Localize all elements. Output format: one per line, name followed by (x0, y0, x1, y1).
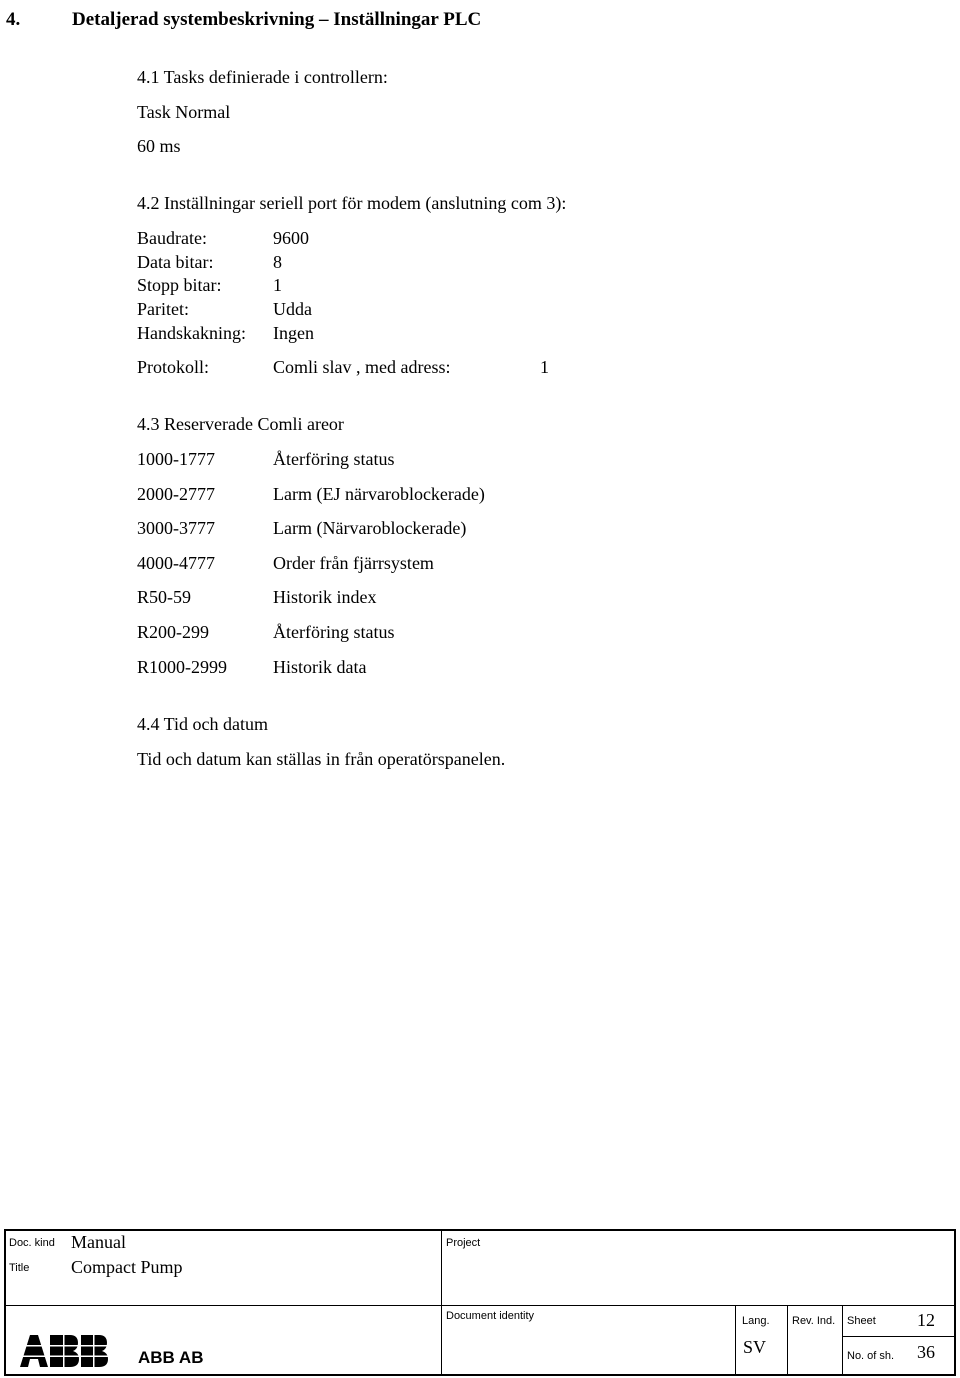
setting-label-baudrate: Baudrate: (137, 228, 207, 248)
area-range: R1000-2999 (137, 657, 227, 677)
title-label: Title (9, 1262, 30, 1274)
setting-label-handshake: Handskakning: (137, 323, 246, 343)
protocol-address: 1 (540, 357, 549, 377)
area-desc: Historik data (273, 657, 367, 677)
lang-label: Lang. (742, 1315, 770, 1327)
s41-task: Task Normal (137, 102, 231, 122)
s43-heading: 4.3 Reserverade Comli areor (137, 414, 344, 434)
area-range: R200-299 (137, 622, 209, 642)
sheet-label: Sheet (847, 1315, 876, 1327)
s44-heading: 4.4 Tid och datum (137, 714, 269, 734)
setting-label-databits: Data bitar: (137, 252, 214, 272)
area-range: R50-59 (137, 587, 191, 607)
area-desc: Order från fjärrsystem (273, 553, 434, 573)
setting-value-handshake: Ingen (273, 323, 314, 343)
no-of-sh-label: No. of sh. (847, 1350, 895, 1362)
area-range: 1000-1777 (137, 449, 215, 469)
s44-text: Tid och datum kan ställas in från operatörspanelen. (137, 749, 506, 769)
section-title: Detaljerad systembeskrivning – Inställningar PLC (72, 9, 482, 30)
area-desc: Larm (Närvaroblockerade) (273, 518, 467, 538)
document-identity-label: Document identity (446, 1310, 535, 1322)
area-desc: Återföring status (273, 622, 395, 642)
doc-kind-value: Manual (71, 1232, 126, 1252)
setting-value-databits: 8 (273, 252, 282, 272)
area-desc: Återföring status (273, 449, 395, 469)
protocol-label: Protokoll: (137, 357, 210, 377)
setting-label-parity: Paritet: (137, 299, 189, 319)
s41-heading: 4.1 Tasks definierade i controllern: (137, 67, 388, 87)
setting-value-stopbits: 1 (273, 275, 282, 295)
abb-logo (20, 1335, 108, 1367)
setting-label-stopbits: Stopp bitar: (137, 275, 222, 295)
protocol-value: Comli slav , med adress: (273, 357, 451, 377)
rev-label: Rev. Ind. (792, 1315, 836, 1327)
area-range: 2000-2777 (137, 484, 215, 504)
area-desc: Historik index (273, 587, 377, 607)
area-range: 3000-3777 (137, 518, 215, 538)
area-desc: Larm (EJ närvaroblockerade) (273, 484, 485, 504)
setting-value-baudrate: 9600 (273, 228, 309, 248)
company-name: ABB AB (138, 1348, 204, 1367)
lang-value: SV (743, 1337, 767, 1357)
setting-value-parity: Udda (273, 299, 312, 319)
section-number: 4. (6, 9, 21, 30)
project-label: Project (446, 1237, 481, 1249)
s42-heading: 4.2 Inställningar seriell port för modem (anslutning com 3): (137, 193, 567, 213)
no-of-sh-value: 36 (917, 1342, 935, 1362)
s41-interval: 60 ms (137, 136, 181, 156)
doc-kind-label: Doc. kind (9, 1237, 55, 1249)
title-value: Compact Pump (71, 1257, 183, 1277)
sheet-value: 12 (917, 1310, 935, 1330)
area-range: 4000-4777 (137, 553, 215, 573)
